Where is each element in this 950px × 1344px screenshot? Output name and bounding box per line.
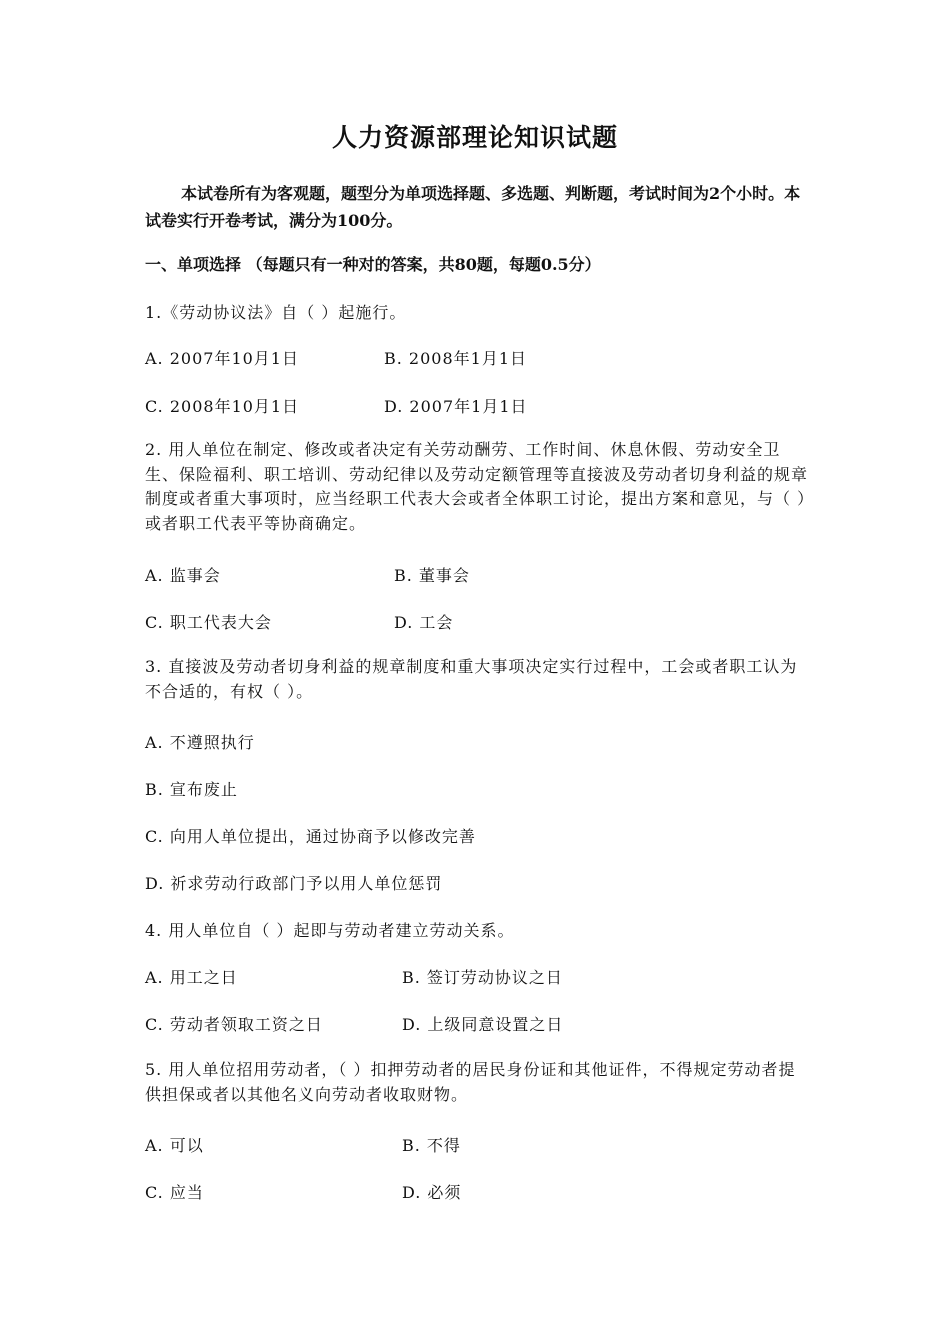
question-3-option-d: D. 祈求劳动行政部门予以用人单位惩罚 <box>145 874 443 893</box>
question-2-option-b: B. 董事会 <box>394 566 470 585</box>
question-5-option-d: D. 必须 <box>402 1183 462 1202</box>
page-title: 人力资源部理论知识试题 <box>331 123 618 152</box>
question-2-option-a: A. 监事会 <box>145 566 221 585</box>
question-4-option-c: C. 劳动者领取工资之日 <box>145 1015 323 1034</box>
question-2-option-d: D. 工会 <box>394 613 454 632</box>
question-4-text: 4. 用人单位自（ ）起即与劳动者建立劳动关系。 <box>145 921 515 940</box>
question-5-option-b: B. 不得 <box>402 1136 461 1155</box>
question-1-option-a: A. 2007年10月1日 <box>145 349 299 368</box>
intro-paragraph: 本试卷所有为客观题，题型分为单项选择题、多选题、判断题，考试时间为2个小时。本试卷实行开卷考试，满分为100分。 <box>145 184 801 230</box>
question-4-option-d: D. 上级同意设置之日 <box>402 1015 564 1034</box>
question-1-option-b: B. 2008年1月1日 <box>384 349 528 368</box>
question-5-option-c: C. 应当 <box>145 1183 204 1202</box>
question-5-text: 5. 用人单位招用劳动者，（ ）扣押劳动者的居民身份证和其他证件，不得规定劳动者提供担保或者以其他名义向劳动者收取财物。 <box>145 1060 796 1104</box>
question-1-option-d: D. 2007年1月1日 <box>384 397 528 416</box>
question-2-text: 2. 用人单位在制定、修改或者决定有关劳动酬劳、工作时间、休息休假、劳动安全卫生、保险福利、职工培训、劳动纪律以及劳动定额管理等直接波及劳动者切身利益的规章制度或者重大事项时，应当经职工代表大会或者全体职工讨论，提出方案和意见，与（ ）或者职工代表平等协商确定。 <box>145 440 809 533</box>
section-heading: 一、单项选择 （每题只有一种对的答案，共80题，每题0.5分） <box>145 255 601 274</box>
question-2-option-c: C. 职工代表大会 <box>145 613 272 632</box>
question-3-option-c: C. 向用人单位提出，通过协商予以修改完善 <box>145 827 476 846</box>
question-1-option-c: C. 2008年10月1日 <box>145 397 300 416</box>
question-4-option-b: B. 签订劳动协议之日 <box>402 968 563 987</box>
question-3-text: 3. 直接波及劳动者切身利益的规章制度和重大事项决定实行过程中，工会或者职工认为不合适的，有权（ ）。 <box>145 657 798 701</box>
question-5-option-a: A. 可以 <box>145 1136 204 1155</box>
question-3-option-b: B. 宣布废止 <box>145 780 238 799</box>
question-4-option-a: A. 用工之日 <box>145 968 238 987</box>
question-1-text: 1.《劳动协议法》自（ ）起施行。 <box>145 303 407 322</box>
question-3-option-a: A. 不遵照执行 <box>145 733 255 752</box>
